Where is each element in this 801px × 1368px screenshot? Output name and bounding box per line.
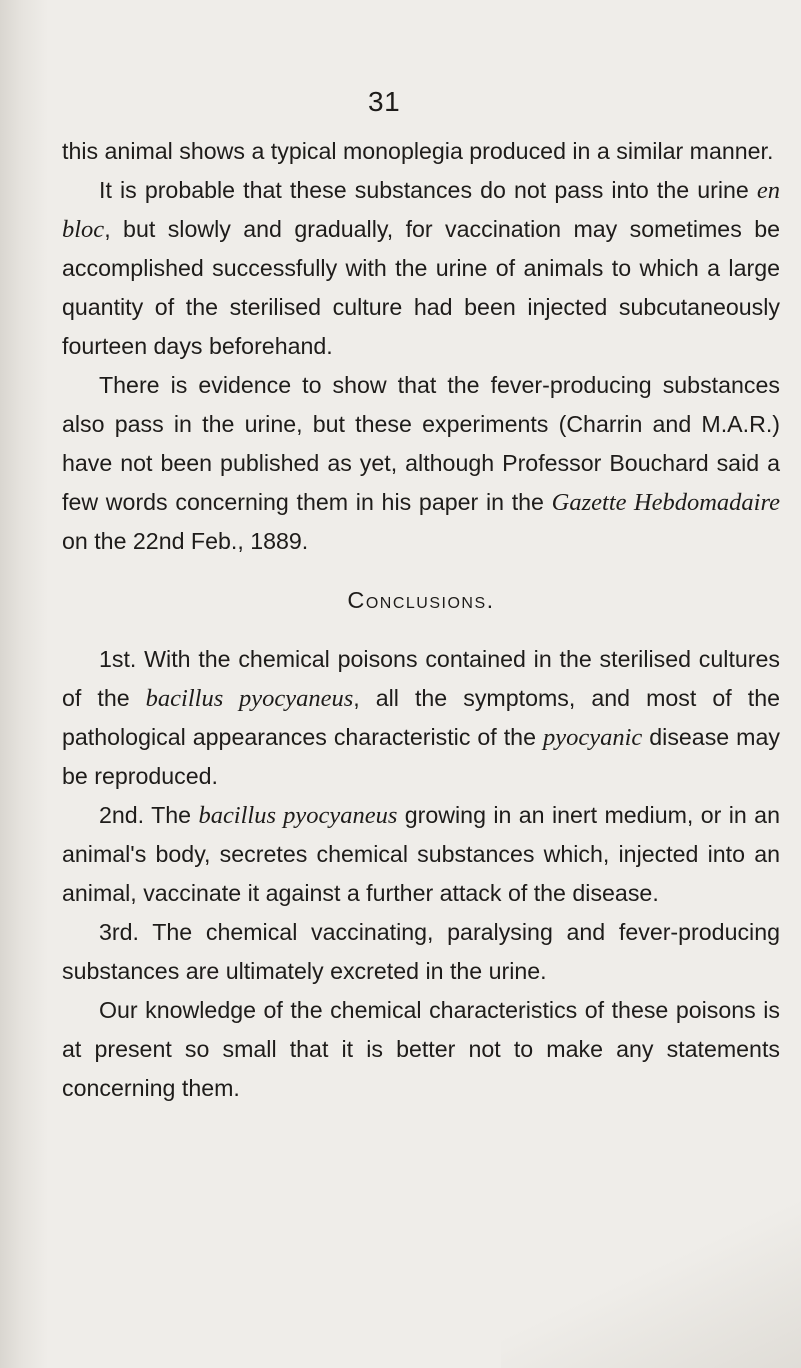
- italic-title: Gazette Hebdomadaire: [551, 489, 780, 516]
- italic-term: pyocyanic: [542, 724, 643, 751]
- paragraph-fever: [62, 366, 780, 561]
- paragraph-continuation: [62, 132, 780, 171]
- conclusion-first: [62, 640, 780, 796]
- section-heading: Conclusions.: [347, 587, 495, 613]
- paragraph-text: Our knowledge of the chemical characteristics of these poisons is at present so small that it is better not to make any statements concerning them.: [62, 997, 780, 1101]
- italic-term: bacillus pyocyaneus: [198, 802, 398, 829]
- page-corner-shadow: [501, 1168, 801, 1368]
- paragraph-text: this animal shows a typical monoplegia produced in a similar manner.: [62, 138, 774, 164]
- page-number: 31: [368, 86, 401, 117]
- italic-term: bacillus pyocyaneus: [145, 685, 354, 712]
- paragraph-text: 2nd. The: [99, 802, 199, 828]
- paragraph-text: , but slowly and gradually, for vaccination may sometimes be accomplished successfully with the urine of animals to which a large quantity of the sterilised culture had been injected subcutaneously fourteen days beforehand.: [62, 216, 780, 359]
- conclusion-second: [62, 796, 780, 913]
- conclusion-fourth: [62, 991, 780, 1108]
- paragraph-text: 1st. With the chemical poisons contained in the sterilised cultures of the: [62, 646, 780, 711]
- paragraph-text: 3rd. The chemical vaccinating, paralysing and fever-producing substances are ultimately excreted in the urine.: [62, 919, 780, 984]
- conclusion-third: [62, 913, 780, 991]
- page-edge-shadow: [0, 0, 48, 1368]
- paragraph-text: on the 22nd Feb., 1889.: [62, 528, 309, 554]
- paragraph-urine: [62, 171, 780, 366]
- paragraph-text: disease may be reproduced.: [62, 724, 780, 789]
- paragraph-text: It is probable that these substances do not pass into the urine: [99, 177, 757, 203]
- italic-phrase: en bloc: [62, 177, 780, 243]
- page-body: [62, 132, 780, 1108]
- paragraph-text: There is evidence to show that the fever-producing substances also pass in the urine, but these experiments (Charrin and M.A.R.) have not been published as yet, although Professor Bouchard said a few words concerning them in his paper in the: [62, 372, 780, 515]
- paragraph-text: , all the symptoms, and most of the pathological appearances characteristic of the: [62, 685, 780, 750]
- paragraph-text: growing in an inert medium, or in an animal's body, secretes chemical substances which, injected into an animal, vaccinate it against a further attack of the disease.: [62, 802, 780, 906]
